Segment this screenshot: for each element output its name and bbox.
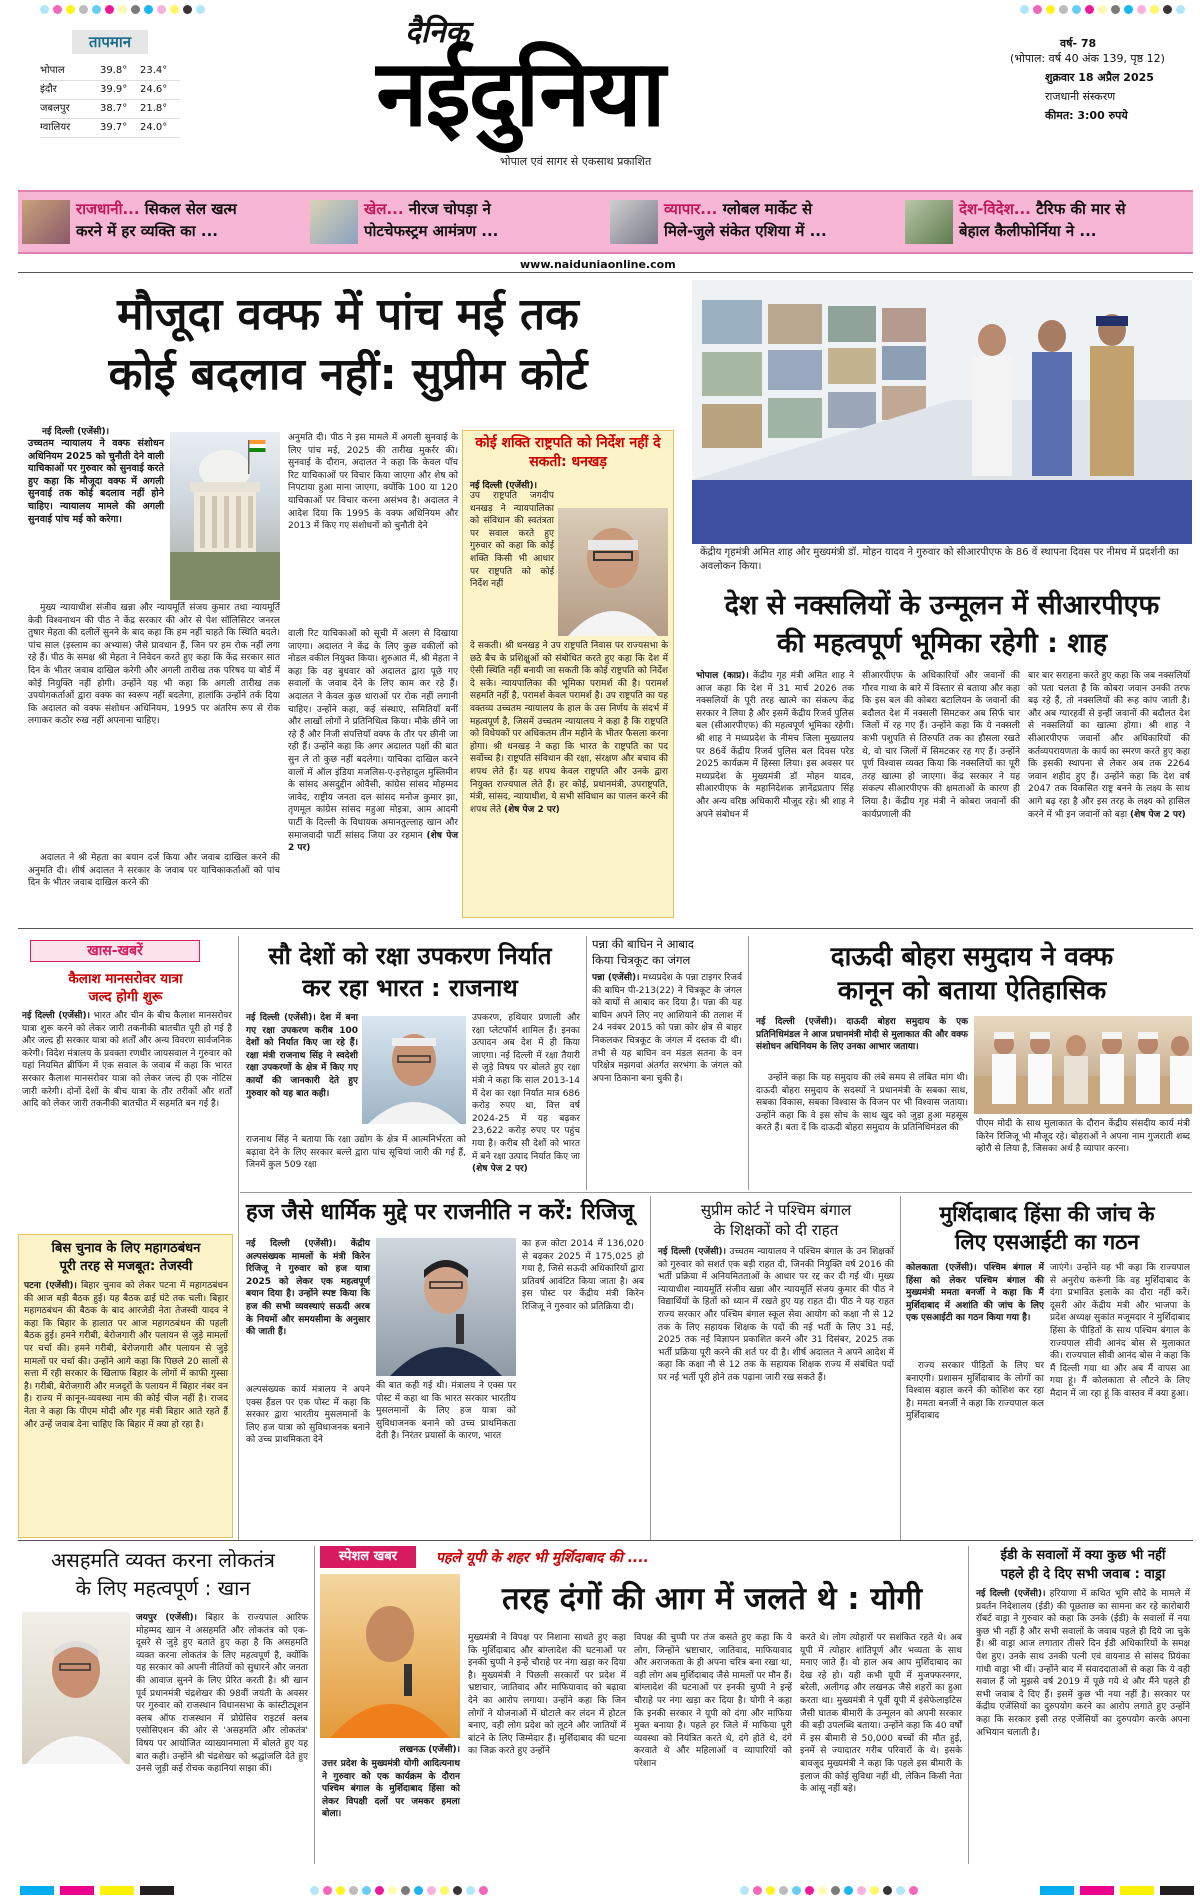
khan-body-a: जयपुर (एजेंसी)। बिहार के राज्यपाल आरिफ मोहम्मद खान ने असहमति और लोकतंत्र को एक-दूसरे से जुड़े हुए बताते हुए कहा है कि असहमति व्यक्त करना लोकतंत्र के लिए महत्वपूर्ण है, क्योंकि यह सरकार को अपनी नीतियों को सुधारने और जनता की आवाज सुनने के लिए प्रेरित करती है। श्री खान पूर्व प्रधानमंत्री चंद्रशेखर की 98वीं जयंती के अवसर पर गुरुवार को राजस्थान विधानसभा के कांस्टीट्यूशन क्लब ऑफ राजस्थान में प्रोग्रेसिव राइटर्स क्लब एसोसिएशन की ओर से 'असहमति और लोकतंत्र' विषय पर आयोजित व्याख्यानमाला में बोलते हुए यह बात कही। उन्होंने श्री चंद्रशेखर को श्रद्धांजलि देते हुए उनसे जुड़ी कई रोचक कहानियां साझा कीं। <box>136 1613 308 1775</box>
registration-dot <box>453 1886 462 1895</box>
registration-bar <box>20 1886 54 1895</box>
registration-dot <box>805 1886 814 1895</box>
registration-dot <box>1059 5 1068 14</box>
registration-dot <box>792 1886 801 1895</box>
registration-dot <box>1150 5 1159 14</box>
lead-intro: उच्चतम न्यायालय ने वक्फ संशोधन अधिनियम 2025 को चुनौती देने वाली याचिकाओं पर गुरुवार को सुनवाई करते हुए कहा कि मौजूदा वक्फ में अगली सुनवाई तक कोई बदलाव नहीं होने चाहिए। न्यायालय मामले की अगली सुनवाई पांच मई को करेगा। <box>28 438 164 525</box>
newspaper-logo: नईदुनिया <box>376 40 664 147</box>
yogi-col3: करते थे। लोग त्योहारों पर सशंकित रहते थे। अब यूपी में त्योहार शांतिपूर्ण और भव्यता के साथ मनाए जाते हैं। वो हाल अब आप मुर्शिदाबाद का देख रहे हो। यही कभी यूपी में मुजफ्फरनगर, बरेली, अलीगढ़ और लखनऊ जैसे शहरों का हुआ करता था। मुख्यमंत्री ने पूर्वी यूपी में इंसेफेलाइटिस जैसी घातक बीमारी के उन्मूलन को अपनी सरकार की बड़ी उपलब्धि बताया। उन्होंने कहा कि 40 वर्षों में इस बीमारी से 50,000 बच्चों की मौत हुई, इनमें से ज्यादातर गरीब परिवारों के थे। इसके बावजूद मुख्यमंत्री ने कहा कि पहले इस बीमारी के इलाज की कोई सुविधा नहीं थी, लेकिन किसी नेता के आंसू नहीं बहे। <box>800 1633 962 1795</box>
divider <box>18 1540 1193 1541</box>
promo-tag: देश-विदेश... <box>959 200 1031 218</box>
murshidabad-dateline: कोलकाता (एजेंसी)। <box>906 1263 977 1273</box>
khan-photo <box>22 1612 130 1764</box>
city-name: इंदौर <box>40 84 57 95</box>
supreme-court-photo <box>170 432 280 600</box>
registration-dot <box>1111 5 1120 14</box>
person-icon <box>320 1574 460 1738</box>
bohra-photo <box>974 1016 1192 1114</box>
lead-headline-line2: कोई बदलाव नहीं: सुप्रीम कोर्ट <box>108 349 588 400</box>
registration-dot <box>1046 5 1055 14</box>
exhibition-photo-icon <box>692 280 1192 544</box>
registration-dot <box>870 1886 879 1895</box>
registration-dot <box>818 1886 827 1895</box>
bengal-headline: सुप्रीम कोर्ट ने पश्चिम बंगाल के शिक्षकों को दी राहत <box>700 1201 852 1239</box>
meeting-photo-icon <box>974 1016 1192 1114</box>
promo-item-city[interactable] <box>22 196 307 248</box>
registration-dot <box>779 1886 788 1895</box>
registration-dot <box>1098 5 1107 14</box>
vadra-headline: ईडी के सवालों में क्या कुछ भी नहीं पहले ही दे दिए सभी जवाब : वाड्रा <box>1000 1548 1166 1582</box>
bohra-intro: नई दिल्ली (एजेंसी)। दाऊदी बोहरा समुदाय के एक प्रतिनिधिमंडल ने आज प्रधानमंत्री मोदी से मुलाकात की और वक्फ संशोधन अधिनियम के लिए उनका आभार जताया। <box>756 1017 968 1053</box>
divider <box>18 928 1193 929</box>
promo-thumb <box>610 200 658 244</box>
year-text: वर्ष- 78 <box>1060 37 1097 50</box>
tagline: भोपाल एवं सागर से एकसाथ प्रकाशित <box>500 155 652 168</box>
court-building-icon <box>170 432 280 600</box>
registration-bar <box>1160 1886 1194 1895</box>
registration-bar <box>100 1886 134 1895</box>
dhankhar-photo <box>558 508 668 636</box>
registration-dot <box>105 5 114 14</box>
promo-tag: खेल... <box>364 200 404 218</box>
registration-dot <box>479 1886 488 1895</box>
promo-line: ग्लोबल मार्केट से <box>717 200 813 218</box>
promo-thumb <box>22 200 70 244</box>
registration-dot <box>896 1886 905 1895</box>
khas-khabren-label: खास-खबरें <box>30 940 200 962</box>
tejashwi-body: पटना (एजेंसी)। बिहार चुनाव को लेकर पटना में महागठबंधन की आज बड़ी बैठक हुई। यह बैठक ढाई घंटे तक चली। बिहार महागठबंधन की बैठक के बाद आरजेडी नेता तेजस्वी यादव ने कहा कि बिहार के हालात पर आज महागठबंधन की पहली बैठक हुई। हमने गरीबी, बेरोजगारी और पलायन से जुड़े मामलों पर चर्चा की। हमने गरीबी, बेरोजगारी और पलायन से जुड़े मामलों पर चर्चा की। उन्होंने आगे कहा कि पिछले 20 सालों से सत्ता में रही सरकार के खिलाफ बिहार के लोगों में काफी गुस्सा है। गरीबी, बेरोजगारी और मजदूरों के पलायन में बिहार नंबर वन है। राज्य में कानून-व्यवस्था नाम की कोई चीज नहीं है। राजद नेता ने कहा कि पीएम मोदी और गृह मंत्री बिहार आते रहते हैं और उन्हें जवाब देना चाहिए कि बिहार में क्या हो रहा है। <box>24 1281 228 1430</box>
temperature-row <box>40 100 180 119</box>
tejashwi-dateline: पटना (एजेंसी)। <box>24 1281 77 1291</box>
registration-dot <box>1085 5 1094 14</box>
dhankhar-dateline: नई दिल्ली (एजेंसी)। <box>470 481 537 491</box>
registration-dot <box>831 1886 840 1895</box>
registration-dot <box>53 5 62 14</box>
special-news-label: स्पेशल खबर <box>320 1546 416 1568</box>
promo-item-business[interactable] <box>610 196 900 248</box>
registration-dot <box>1176 5 1185 14</box>
dhankhar-body-a: उप राष्ट्रपति जगदीप धनखड़ ने न्यायपालिका को संविधान की स्वतंत्रता पर सवाल करते हुए गुरुवार को कहा कि कोई शक्ति किसी भी आधार पर राष्ट्रपति को कोई निर्देश नहीं <box>470 491 554 590</box>
registration-dot <box>740 1886 749 1895</box>
promo-line: सिकल सेल खत्म <box>139 200 237 218</box>
murshidabad-headline: मुर्शिदाबाद हिंसा की जांच के लिए एसआईटी का गठन <box>939 1202 1155 1254</box>
vadra-body: नई दिल्ली (एजेंसी)। हरियाणा में कथित भूमि सौदे के मामले में प्रवर्तन निदेशालय (ईडी) की पूछताछ का सामना कर रहे कारोबारी रॉबर्ट वाड्रा ने गुरुवार को कहा कि उनके (ईडी) के सवालों में नया कुछ भी नहीं है और सभी सवालों के जवाब पहले ही दिये जा चुके हैं। श्री वाड्रा आज लगातार तीसरे दिन ईडी अधिकारियों के समक्ष पेश हुए। उनके साथ उनकी पत्नी एवं वायनाड से सांसद प्रियंका गांधी वाड्रा भी थीं। उन्होंने बाद में संवाददाताओं से कहा कि ये वही सवाल हैं जो मुझसे वर्ष 2019 में पूछे गये थे और मैंने पहले ही सभी जवाब दे दिए हैं। इसमें कुछ भी नया नहीं है। सरकार पर केंद्रीय एजेंसियों का दुरुपयोग करने का आरोप लगाते हुए उन्होंने कहा कि सरकार इसी तरह एजेंसियों का दुरुपयोग करके अपना अभियान चलाती है। <box>976 1589 1190 1738</box>
issue-text: (भोपाल: वर्ष 40 अंक 139, पृष्ठ 12) <box>1010 52 1165 65</box>
max-temp: 39.8° <box>100 65 128 76</box>
registration-dot <box>766 1886 775 1895</box>
kailash-dateline: नई दिल्ली (एजेंसी)। <box>22 1011 90 1021</box>
promo-line: टैरिफ की मार से <box>1030 200 1126 218</box>
registration-dot <box>1137 5 1146 14</box>
divider <box>314 1546 315 1864</box>
shah-col2: सीआरपीएफ के अधिकारियों और जवानों की गौरव गाथा के बारे में विस्तार से बताया और कहा कि इस बल की कोबरा बटालियन के जवानों की बदौलत देश में नक्सली सिमटकर अब सिर्फ चार जिलों में रह गए हैं। उन्होंने कहा कि ये नक्सली कभी पशुपति से तिरुपति तक का हौसला रखते थे, वो चार जिलों में सिमटकर रह गए हैं। उन्होंने पूर्ण विश्वास व्यक्त किया कि नक्सलियों का पूरी तरह खात्मा हो जाएगा। केंद्र सरकार ने यह संकल्प सीआरपीएफ की क्षमताओं के कारण ही लिया है। केंद्रीय गृह मंत्री ने कोबरा जवानों की कार्यप्रणाली की <box>862 671 1020 820</box>
kailash-body: नई दिल्ली (एजेंसी)। भारत और चीन के बीच कैलाश मानसरोवर यात्रा शुरू करने को लेकर जारी तकनीकी बातचीत पूरी हो गई है और जल्द ही सरकार यात्रा को शर्तों और अन्य विवरण सार्वजनिक करेगी। विदेश मंत्रालय के प्रवक्ता रणधीर जायसवाल ने गुरुवार को यहां नियमित ब्रीफिंग में एक सवाल के जवाब में कहा कि भारत सरकार कैलाश मानसरोवर यात्रा को लेकर जल्द ही एक नोटिस जारी करेगी। दोनों देशों के बीच यात्रा के तौर तरीकों और शर्तों आदि को लेकर जारी तकनीकी बातचीत में सहमति बन गई है। <box>22 1011 232 1110</box>
registration-dot <box>118 5 127 14</box>
rijiju-body-col2: की बात कही गई थी। मंत्रालय ने एक्स पर पोस्ट में कहा था कि भारत सरकार भारतीय मुसलमानों के लिए हज यात्रा को सुविधाजनक बनाने को उच्च प्राथमिकता देती है। निरंतर प्रयासों के कारण, भारत <box>376 1381 516 1442</box>
bengal-dateline: नई दिल्ली (एजेंसी)। <box>658 1247 727 1257</box>
edition-info <box>1010 36 1195 123</box>
dhankhar-body-b: दे सकती। श्री धनखड़ ने उप राष्ट्रपति निवास पर राज्यसभा के छठे बैच के प्रशिक्षुओं को संबोधित करते हुए कहा कि देश में ऐसी स्थिति नहीं बनायी जा सकती कि कोई राष्ट्रपति को निर्देश दे सके। न्यायपालिका की भूमिका परामर्श की है। परामर्श सहमति नहीं है, परामर्श केवल परामर्श है। उप राष्ट्रपति का यह वक्तव्य उच्चतम न्यायालय के हाल के उस निर्णय के संदर्भ में महत्वपूर्ण है, जिसमें उच्चतम न्यायालय ने कहा है कि राष्ट्रपति को विधेयकों पर अधिकतम तीन महीने के भीतर फैसला करना होगा। श्री धनखड़ ने कहा कि भारत के राष्ट्रपति का पद सर्वोच्च है। राष्ट्रपति संविधान की रक्षा, संरक्षण और बचाव की शपथ लेते हैं। यह शपथ केवल राष्ट्रपति और उनके द्वारा नियुक्त राज्यपाल लेते हैं। हर कोई, प्रधानमंत्री, उपराष्ट्रपति, मंत्री, सांसद, न्यायाधीश, ये सभी संविधान का पालन करने की शपथ लेते (शेष पेज 2 पर) <box>470 641 668 815</box>
defence-body-col2: उपकरण, हथियार प्रणाली और रक्षा प्लेटफॉर्म शामिल हैं। इनका उत्पादन अब देश में ही किया जाएगा। नई दिल्ली में रक्षा तैयारी से जुड़े विषय पर बोलते हुए रक्षा मंत्री ने कहा कि साल 2013-14 में देश का रक्षा निर्यात मात्र 686 करोड़ रुपए था, वित्त वर्ष 2024-25 में यह बढ़कर 23,622 करोड़ रुपए पर पहुंच गया है। करीब सौ देशों को भारत में बने रक्षा उत्पाद निर्यात किए जा (शेष पेज 2 पर) <box>472 1013 580 1175</box>
promo-tag: व्यापार... <box>664 200 718 218</box>
registration-dot <box>844 1886 853 1895</box>
yogi-kicker: पहले यूपी के शहर भी मुर्शिदाबाद की .... <box>436 1550 649 1566</box>
promo-line: करने में हर व्यक्ति का ... <box>76 222 218 240</box>
defence-headline: सौ देशों को रक्षा उपकरण निर्यात कर रहा भारत : राजनाथ <box>268 942 552 1002</box>
promo-item-world[interactable] <box>905 196 1195 248</box>
panna-dateline: पन्ना (एजेंसी)। <box>592 973 640 983</box>
yogi-photo-caption: लखनऊ (एजेंसी)। <box>399 1745 460 1755</box>
registration-dot <box>388 1886 397 1895</box>
registration-dot <box>183 5 192 14</box>
shah-photo-caption: केंद्रीय गृहमंत्री अमित शाह और मुख्यमंत्री डॉ. मोहन यादव ने गुरुवार को सीआरपीएफ के 86 वें स्थापना दिवस पर नीमच में प्रदर्शनी का अवलोकन किया। <box>700 547 1179 572</box>
lead-headline-line1: मौजूदा वक्फ में पांच मई तक <box>117 289 579 340</box>
max-temp: 39.9° <box>100 84 128 95</box>
lead-dateline: नई दिल्ली (एजेंसी)। <box>42 427 109 437</box>
lead-body-col2b: वाली रिट याचिकाओं को सूची में अलग से दिखाया जाएगा। अदालत ने केंद्र के लिए कुछ वकीलों को नोडल वकील नियुक्त किया। शुरुआत में, श्री मेहता ने कहा कि वह बुधवार को अदालत द्वारा पूछे गए सवालों के जवाब देने के लिए काम कर रहे हैं। अदालत ने केवल कुछ धाराओं पर रोक नहीं लगानी चाहिए। उन्होंने कहा, कई संस्थाएं, समितियाँ बनीं और लाखों लोगों ने प्रतिनिधित्व किया। मौके छीने जा रहे हैं और निजी संपत्तियाँ वक्फ के तौर पर छीनी जा रही हैं। उन्होंने कहा कि अगर अदालत पक्षों की बात सुन ले तो कुछ नहीं बदलेगा। याचिका दाखिल करने वालों में ऑल इंडिया मजलिस-ए-इत्तेहादुल मुस्लिमीन के सांसद असदुद्दीन ओवैसी, कांग्रेस सांसद मोहम्मद जावेद, राष्ट्रीय जनता दल सांसद मनोज कुमार झा, तृणमूल कांग्रेस सांसद महुआ मोइत्रा, आम आदमी पार्टी के दिल्ली के विधायक अमानतुल्लाह खान और समाजवादी पार्टी सांसद जिया उर रहमान (शेष पेज 2 पर) <box>288 629 458 854</box>
registration-dot <box>375 1886 384 1895</box>
yogi-headline: तरह दंगों की आग में जलते थे : योगी <box>502 1581 922 1617</box>
tejashwi-headline: बिस चुनाव के लिए महागठबंधन पूरी तरह से मजबूत: तेजस्वी <box>51 1241 201 1274</box>
continued-label: (शेष पेज 2 पर) <box>472 1164 528 1175</box>
promo-line: बेहाल कैलीफोर्निया ने ... <box>959 222 1097 240</box>
divider <box>748 936 749 1190</box>
registration-dot <box>414 1886 423 1895</box>
temperature-title: तापमान <box>72 30 148 54</box>
panna-headline: पन्ना की बाघिन ने आबाद किया चित्रकूट का जंगल <box>592 937 694 967</box>
logo-top: दैनिक <box>405 15 469 50</box>
min-temp: 24.6° <box>140 84 168 95</box>
person-icon <box>22 1612 130 1764</box>
continued-label: (शेष पेज 2 पर) <box>1129 809 1186 820</box>
registration-dot <box>857 1886 866 1895</box>
defence-dateline: नई दिल्ली (एजेंसी)। <box>246 1013 316 1023</box>
registration-dot <box>1163 5 1172 14</box>
lead-body-col1: मुख्य न्यायाधीश संजीव खन्ना और न्यायमूर्ति संजय कुमार तथा न्यायमूर्ति केवी विश्वनाथन की पीठ ने केंद्र सरकार की ओर से पेश सॉलिसिटर जनरल तुषार मेहता की दलीलें सुनने के बाद कहा कि हम नहीं चाहते कि स्थिति बदले। पांच साल (इस्लाम का अभ्यास) जैसे प्रावधान हैं, जिन पर हम रोक नहीं लगा रहे हैं। पीठ के समक्ष श्री मेहता ने निवेदन करते हुए कहा कि केंद्र सरकार सात दिन के भीतर जवाब दाखिल करेगी और अगली तारीख तक परिषद या बोर्ड में कोई नियुक्ति नहीं होगी। उन्होंने यह भी कहा कि अगली तारीख तक उपयोगकर्ताओं द्वारा वक्फ का स्वरूप नहीं बदलेगा, हालांकि उन्होंने तर्क दिया कि अदालत को वक्फ संशोधन अधिनियम, 1995 पर अंतरिम रूप से रोक लगाकर कठोर रुख नहीं अपनाना चाहिए। <box>28 603 280 727</box>
promo-line: नीरज चोपड़ा ने <box>403 200 491 218</box>
dhankhar-headline: कोई शक्ति राष्ट्रपति को निर्देश नहीं दे सकती: धनखड़ <box>475 435 661 470</box>
date-text: शुक्रवार 18 अप्रैल 2025 <box>1045 71 1154 84</box>
registration-dot <box>66 5 75 14</box>
shah-col3: बार बार सराहना करते हुए कहा कि जब नक्सलियों को पता चलता है कि कोबरा जवान उनकी तरफ बढ़ रहे हैं, तो नक्सलियों की रूह कांप जाती है। और अब ग्यारहवीं से इन्हीं जवानों की बदौलत देश से नक्सलियों का खात्मा होगा। श्री शाह ने सीआरपीएफ जवानों और अधिकारियों की कर्तव्यपरायणता के कार्य का स्मरण करते हुए कहा कि इसकी स्थापना से लेकर अब तक 2264 जवान शहीद हुए हैं। उन्होंने कहा कि देश वर्ष 2047 तक विकसित राष्ट्र बनने के लक्ष्य के साथ आगे बढ़ रहा है और इस तरह के लक्ष्य को हासिल करने में भी इन जवानों को बड़ा (शेष पेज 2 पर) <box>1028 671 1190 820</box>
temperature-row <box>40 81 180 100</box>
max-temp: 39.7° <box>100 122 128 133</box>
divider <box>968 1546 969 1864</box>
registration-dot <box>1033 5 1042 14</box>
max-temp: 38.7° <box>100 103 128 114</box>
registration-dot <box>196 5 205 14</box>
registration-dot <box>466 1886 475 1895</box>
registration-dot <box>323 1886 332 1895</box>
vadra-dateline: नई दिल्ली (एजेंसी)। <box>976 1589 1046 1599</box>
registration-bar <box>1120 1886 1154 1895</box>
bohra-caption: पीएम मोदी के साथ मुलाकात के दौरान केंद्रीय संसदीय कार्य मंत्री किरेन रिजिजू भी मौजूद रहे। बोहराओं ने अपना नाम गुजराती शब्द व्होरौ से लिया है, जिसका अर्थ है व्यापार करना। <box>976 1119 1190 1155</box>
shah-col1: भोपाल (काप्र)। केंद्रीय गृह मंत्री अमित शाह ने आज कहा कि देश में 31 मार्च 2026 तक नक्सलियों के पूरी तरह खात्मे का संकल्प केंद्र सरकार ने लिया है और इसमें केंद्रीय रिजर्व पुलिस बल (सीआरपीएफ) की महत्वपूर्ण भूमिका रहेगी। श्री शाह ने मध्यप्रदेश के नीमच जिला मुख्यालय पर 86वें केंद्रीय रिजर्व पुलिस बल दिवस परेड 2025 कार्यक्रम में हिस्सा लिया। इस अवसर पर मध्यप्रदेश के मुख्यमंत्री डॉ मोहन यादव, सीआरपीएफ के महानिदेशक ज्ञानेंद्रप्रताप सिंह और अन्य वरिष्ठ अधिकारी मौजूद रहे। श्री शाह ने अपने संबोधन में <box>696 671 854 820</box>
shah-headline-line1: देश से नक्सलियों के उन्मूलन में सीआरपीएफ <box>724 590 1160 621</box>
registration-dot <box>40 5 49 14</box>
registration-dot <box>440 1886 449 1895</box>
khan-dateline: जयपुर (एजेंसी)। <box>136 1613 198 1623</box>
edition-text: राजधानी संस्करण <box>1045 90 1116 103</box>
promo-thumb <box>905 200 953 244</box>
rijiju-intro: नई दिल्ली (एजेंसी)। केंद्रीय अल्पसंख्यक मामलों के मंत्री किरेन रिजिजू ने गुरुवार को हज यात्रा 2025 को लेकर एक महत्वपूर्ण बयान दिया है। उन्होंने स्पष्ट किया कि हज की सभी व्यवस्थाएं सऊदी अरब के नियमों और समयसीमा के अनुसार की जाती हैं। <box>246 1239 370 1338</box>
person-icon <box>558 508 668 636</box>
divider <box>650 1196 651 1540</box>
lead-body-col2: अनुमति दी। पीठ ने इस मामले में अगली सुनवाई के लिए पांच मई, 2025 की तारीख मुकर्रर की। सुनवाई के दौरान, अदालत ने कहा कि केवल पाँच रिट याचिकाओं पर विचार किया जाएगा और शेष को निपटाया हुआ माना जाएगा, क्योंकि 100 या 120 याचिकाओं पर विचार करना असंभव है। अदालत ने आदेश दिया कि 1995 के वक्फ अधिनियम और 2013 में किए गए संशोधनों को चुनौती देने <box>288 433 458 532</box>
temperature-row <box>40 119 180 138</box>
lead-body-col1b: अदालत ने श्री मेहता का बयान दर्ज किया और जवाब दाखिल करने की अनुमति दी। शीर्ष अदालत ने सरकार के जवाब पर याचिकाकर्ताओं को पांच दिन के भीतर जवाब दाखिल करने की <box>28 853 280 889</box>
continued-label: (शेष पेज 2 पर) <box>288 830 458 854</box>
registration-dot <box>144 5 153 14</box>
city-name: ग्वालियर <box>40 122 71 133</box>
bohra-dateline: नई दिल्ली (एजेंसी)। <box>756 1017 837 1027</box>
registration-dot <box>362 1886 371 1895</box>
registration-bar <box>140 1886 174 1895</box>
promo-line: पोटचेफस्ट्रम आमंत्रण ... <box>364 222 499 240</box>
temperature-row <box>40 62 180 81</box>
promo-item-sports[interactable] <box>310 196 600 248</box>
registration-dot <box>1020 5 1029 14</box>
registration-dot <box>1124 5 1133 14</box>
bohra-headline: दाऊदी बोहरा समुदाय ने वक्फ कानून को बताया ऐतिहासिक <box>830 942 1114 1006</box>
registration-dot <box>92 5 101 14</box>
shah-photo <box>692 280 1192 544</box>
registration-dot <box>753 1886 762 1895</box>
rijiju-headline: हज जैसे धार्मिक मुद्दे पर राजनीति न करें: रिजिजू <box>246 1200 634 1225</box>
min-temp: 24.0° <box>140 122 168 133</box>
promo-tag: राजधानी... <box>76 200 140 218</box>
rijiju-body-col1: अल्पसंख्यक कार्य मंत्रालय ने अपने एक्स हैंडल पर एक पोस्ट में कहा कि सरकार द्वारा भारतीय मुसलमानों के लिए हज यात्रा को सुविधाजनक बनाने को उच्च प्राथमिकता देने <box>246 1385 370 1446</box>
temperature-table <box>40 62 180 138</box>
murshidabad-body-col1: राज्य सरकार पीड़ितों के लिए घर बनाएगी। प्रशासन मुर्शिदाबाद के लोगों का विश्वास बहाल करने की कोशिश कर रहा है। ममता बनर्जी ने कहा कि राज्यपाल कल मुर्शिदाबाद <box>906 1361 1044 1422</box>
defence-body-col1: राजनाथ सिंह ने बताया कि रक्षा उद्योग के क्षेत्र में आत्मनिर्भरता को बढ़ावा देने के लिए सरकार बल्ले द्वारा पांच सूचियां जारी की गई हैं, जिनमें कुल 509 रक्षा <box>246 1135 466 1171</box>
registration-dot <box>131 5 140 14</box>
rajnath-photo <box>362 1016 466 1124</box>
yogi-photo <box>320 1574 460 1738</box>
rijiju-body-col3: का हज कोटा 2014 में 136,020 से बढ़कर 2025 में 175,025 हो गया है, जिसे सऊदी अधिकारियों द्वारा प्रतिवर्ष आवंटित किया जाता है। अब इस पोस्ट पर केंद्रीय मंत्री किरेन रिजिजू ने गुरुवार को प्रतिक्रिया दी। <box>522 1239 644 1312</box>
registration-dot <box>1072 5 1081 14</box>
continued-label: (शेष पेज 2 पर) <box>503 804 560 815</box>
temperature-box <box>40 30 180 152</box>
person-icon <box>362 1016 466 1124</box>
divider <box>900 1196 901 1540</box>
registration-dot <box>909 1886 918 1895</box>
divider <box>586 936 587 1190</box>
bohra-body: उन्होंने कहा कि यह समुदाय की लंबे समय से लंबित मांग थी। दाऊदी बोहरा समुदाय के सदस्यों ने प्रधानमंत्री के सबका साथ, सबका विकास, सबका विश्वास के विजन पर भी विश्वास जताया। उन्होंने कहा कि वे इस सोच के साथ खुद को जुड़ा हुआ महसूस करते हैं। बता दें कि दाऊदी बोहरा समुदाय के प्रतिनिधिमंडल की <box>756 1073 968 1134</box>
registration-dot <box>79 5 88 14</box>
murshidabad-body-col2: जाएंगे। उन्होंने यह भी कहा कि राज्यपाल से अनुरोध करूंगी कि वह मुर्शिदाबाद के दंगा प्रभावित इलाके का दौरा नहीं करें। दूसरी ओर केंद्रीय मंत्री और भाजपा के प्रदेश अध्यक्ष सुकांत मजूमदार ने मुर्शिदाबाद हिंसा के पीड़ितों के साथ पश्चिम बंगाल के राज्यपाल सीवी आनंद बोस से मुलाकात की। राज्यपाल सीवी आनंद बोस ने कहा कि मैं दिल्ली गया था और अब मैं वापस आ गया हूं। मैं कोलकाता से लौटने के लिए मैदान में जा रहा हूं कि वास्तव में क्या हुआ। <box>1050 1263 1190 1399</box>
registration-dot <box>349 1886 358 1895</box>
website-url[interactable]: www.naiduniaonline.com <box>520 258 676 271</box>
yogi-col2: विपक्ष की चुप्पी पर तंज कसते हुए कहा कि ये लोग, जिन्होंने भ्रष्टाचार, जातिवाद, माफियावाद और अराजकता के ही अपना चरित्र बना रखा था, वही लोग अब मुर्शिदाबाद जैसे मामलों पर मौन हैं। बांग्लादेश की घटनाओं पर इनकी चुप्पी ने इन्हें चौराहे पर नंगा खड़ा कर दिया है। योगी ने कहा कि इनकी सरकार ने यूपी को दंगा और माफिया मुक्त बनाया है। पहले हर जिले में माफिया पूरी व्यवस्था को नियंत्रित करते थे, दंगे होते थे, दंगे करवाते थे और महिलाओं व व्यापारियों को परेशान <box>634 1633 792 1769</box>
rijiju-photo <box>376 1238 516 1376</box>
person-icon <box>376 1238 516 1376</box>
registration-bar <box>60 1886 94 1895</box>
registration-dot <box>170 5 179 14</box>
khan-headline: असहमति व्यक्त करना लोकतंत्र के लिए महत्वपूर्ण : खान <box>51 1548 275 1600</box>
divider <box>240 1192 1192 1193</box>
registration-bar <box>1080 1886 1114 1895</box>
min-temp: 23.4° <box>140 65 168 76</box>
divider <box>238 936 239 1540</box>
city-name: जबलपुर <box>40 103 70 114</box>
yogi-intro: उत्तर प्रदेश के मुख्यमंत्री योगी आदित्यनाथ ने गुरुवार को एक कार्यक्रम के दौरान पश्चिम बंगाल के मुर्शिदाबाद हिंसा को लेकर विपक्षी दलों पर जमकर हमला बोला। <box>322 1759 460 1820</box>
registration-bar <box>1040 1886 1074 1895</box>
panna-body: पन्ना (एजेंसी)। मध्यप्रदेश के पन्ना टाइगर रिजर्व की बाघिन पी-213(22) ने चित्रकूट के जंगल को बाघों से आबाद कर दिया है। पन्ना की यह बाघिन अपने लिए नए आशियाने की तलाश में 24 नवंबर 2015 को पन्ना कोर क्षेत्र से बाहर निकलकर चित्रकूट के जंगल में दस्तक दी थी। तभी से यह बाघिन वन मंडल सतना के वन परिक्षेत्र मझगवां अंतर्गत सरभंगा के जंगल को अपना ठिकाना बना चुकी है। <box>592 973 742 1084</box>
divider <box>18 272 1193 273</box>
defence-intro: नई दिल्ली (एजेंसी)। देश में बना गए रक्षा उपकरण करीब 100 देशों को निर्यात किए जा रहे हैं। रक्षा मंत्री राजनाथ सिंह ने स्वदेशी रक्षा उपकरणों के क्षेत्र में किए गए कार्यों की जानकारी देते हुए गुरुवार को यह बात कही। <box>246 1013 359 1099</box>
murshidabad-intro: कोलकाता (एजेंसी)। पश्चिम बंगाल में हिंसा को लेकर पश्चिम बंगाल की मुख्यमंत्री ममता बनर्जी ने कहा कि मैं मुर्शिदाबाद में अशांति की जांच के लिए एक एसआईटी का गठन किया गया है। <box>906 1263 1044 1324</box>
registration-dot <box>427 1886 436 1895</box>
bengal-body: नई दिल्ली (एजेंसी)। उच्चतम न्यायालय ने पश्चिम बंगाल के उन शिक्षकों को गुरुवार को सशर्त एक बड़ी राहत दी, जिनकी नियुक्ति वर्ष 2016 की भर्ती प्रक्रिया में अनियमितताओं के आधार पर रद्द कर दी गई थी। मुख्य न्यायाधीश न्यायमूर्ति संजीव खन्ना और न्यायमूर्ति संजय कुमार की पीठ ने विद्यार्थियों के हितों को ध्यान में रखते हुए यह राहत दी। पीठ ने यह राहत राज्य सरकार और पश्चिम बंगाल स्कूल सेवा आयोग को कक्षा नौ से 12 तक के लिए सहायक शिक्षक के पदों की नई भर्ती के लिए 31 मई, 2025 तक नई विज्ञापन प्रकाशित करने और 31 दिसंबर, 2025 तक भर्ती प्रक्रिया पूरी करने की शर्त पर दी है। शीर्ष अदालत ने अपने आदेश में कहा कि कक्षा नौ से 12 तक के सहायक शिक्षक राज्य में संबंधित पदों पर नई भर्ती पूरी होने तक पढ़ाना जारी रख सकते हैं। <box>658 1247 894 1383</box>
min-temp: 21.8° <box>140 103 168 114</box>
shah-headline-line2: की महत्वपूर्ण भूमिका रहेगी : शाह <box>776 628 1108 659</box>
city-name: भोपाल <box>40 65 65 76</box>
registration-dot <box>336 1886 345 1895</box>
price-text: कीमत: 3:00 रुपये <box>1045 109 1128 122</box>
registration-dot <box>310 1886 319 1895</box>
yogi-col1: मुख्यमंत्री ने विपक्ष पर निशाना साधते हुए कहा कि मुर्शिदाबाद और बांग्लादेश की घटनाओं पर इनकी चुप्पी ने इन्हें चौराहे पर नंगा खड़ा कर दिया है। मुख्यमंत्री ने पिछली सरकारों पर प्रदेश में भ्रष्टाचार, जातिवाद और माफियावाद को बढ़ावा देने का आरोप लगाया। उन्होंने कहा कि जिन लोगों ने योजनाओं में घोटाले कर लंदन में होटल बनाए, वही लोग प्रदेश को लूटने और जातियों में बांटने के लिए जिम्मेदार हैं। मुर्शिदाबाद की घटना का जिक्र करते हुए उन्होंने <box>468 1633 626 1757</box>
registration-dot <box>157 5 166 14</box>
promo-line: मिले-जुले संकेत एशिया में ... <box>664 222 827 240</box>
kailash-headline: कैलाश मानसरोवर यात्रा जल्द होगी शुरू <box>68 971 183 1005</box>
registration-dot <box>401 1886 410 1895</box>
shah-dateline: भोपाल (काप्र)। <box>696 671 749 681</box>
registration-dot <box>883 1886 892 1895</box>
rijiju-dateline: नई दिल्ली (एजेंसी)। <box>246 1239 337 1249</box>
promo-thumb <box>310 200 358 244</box>
